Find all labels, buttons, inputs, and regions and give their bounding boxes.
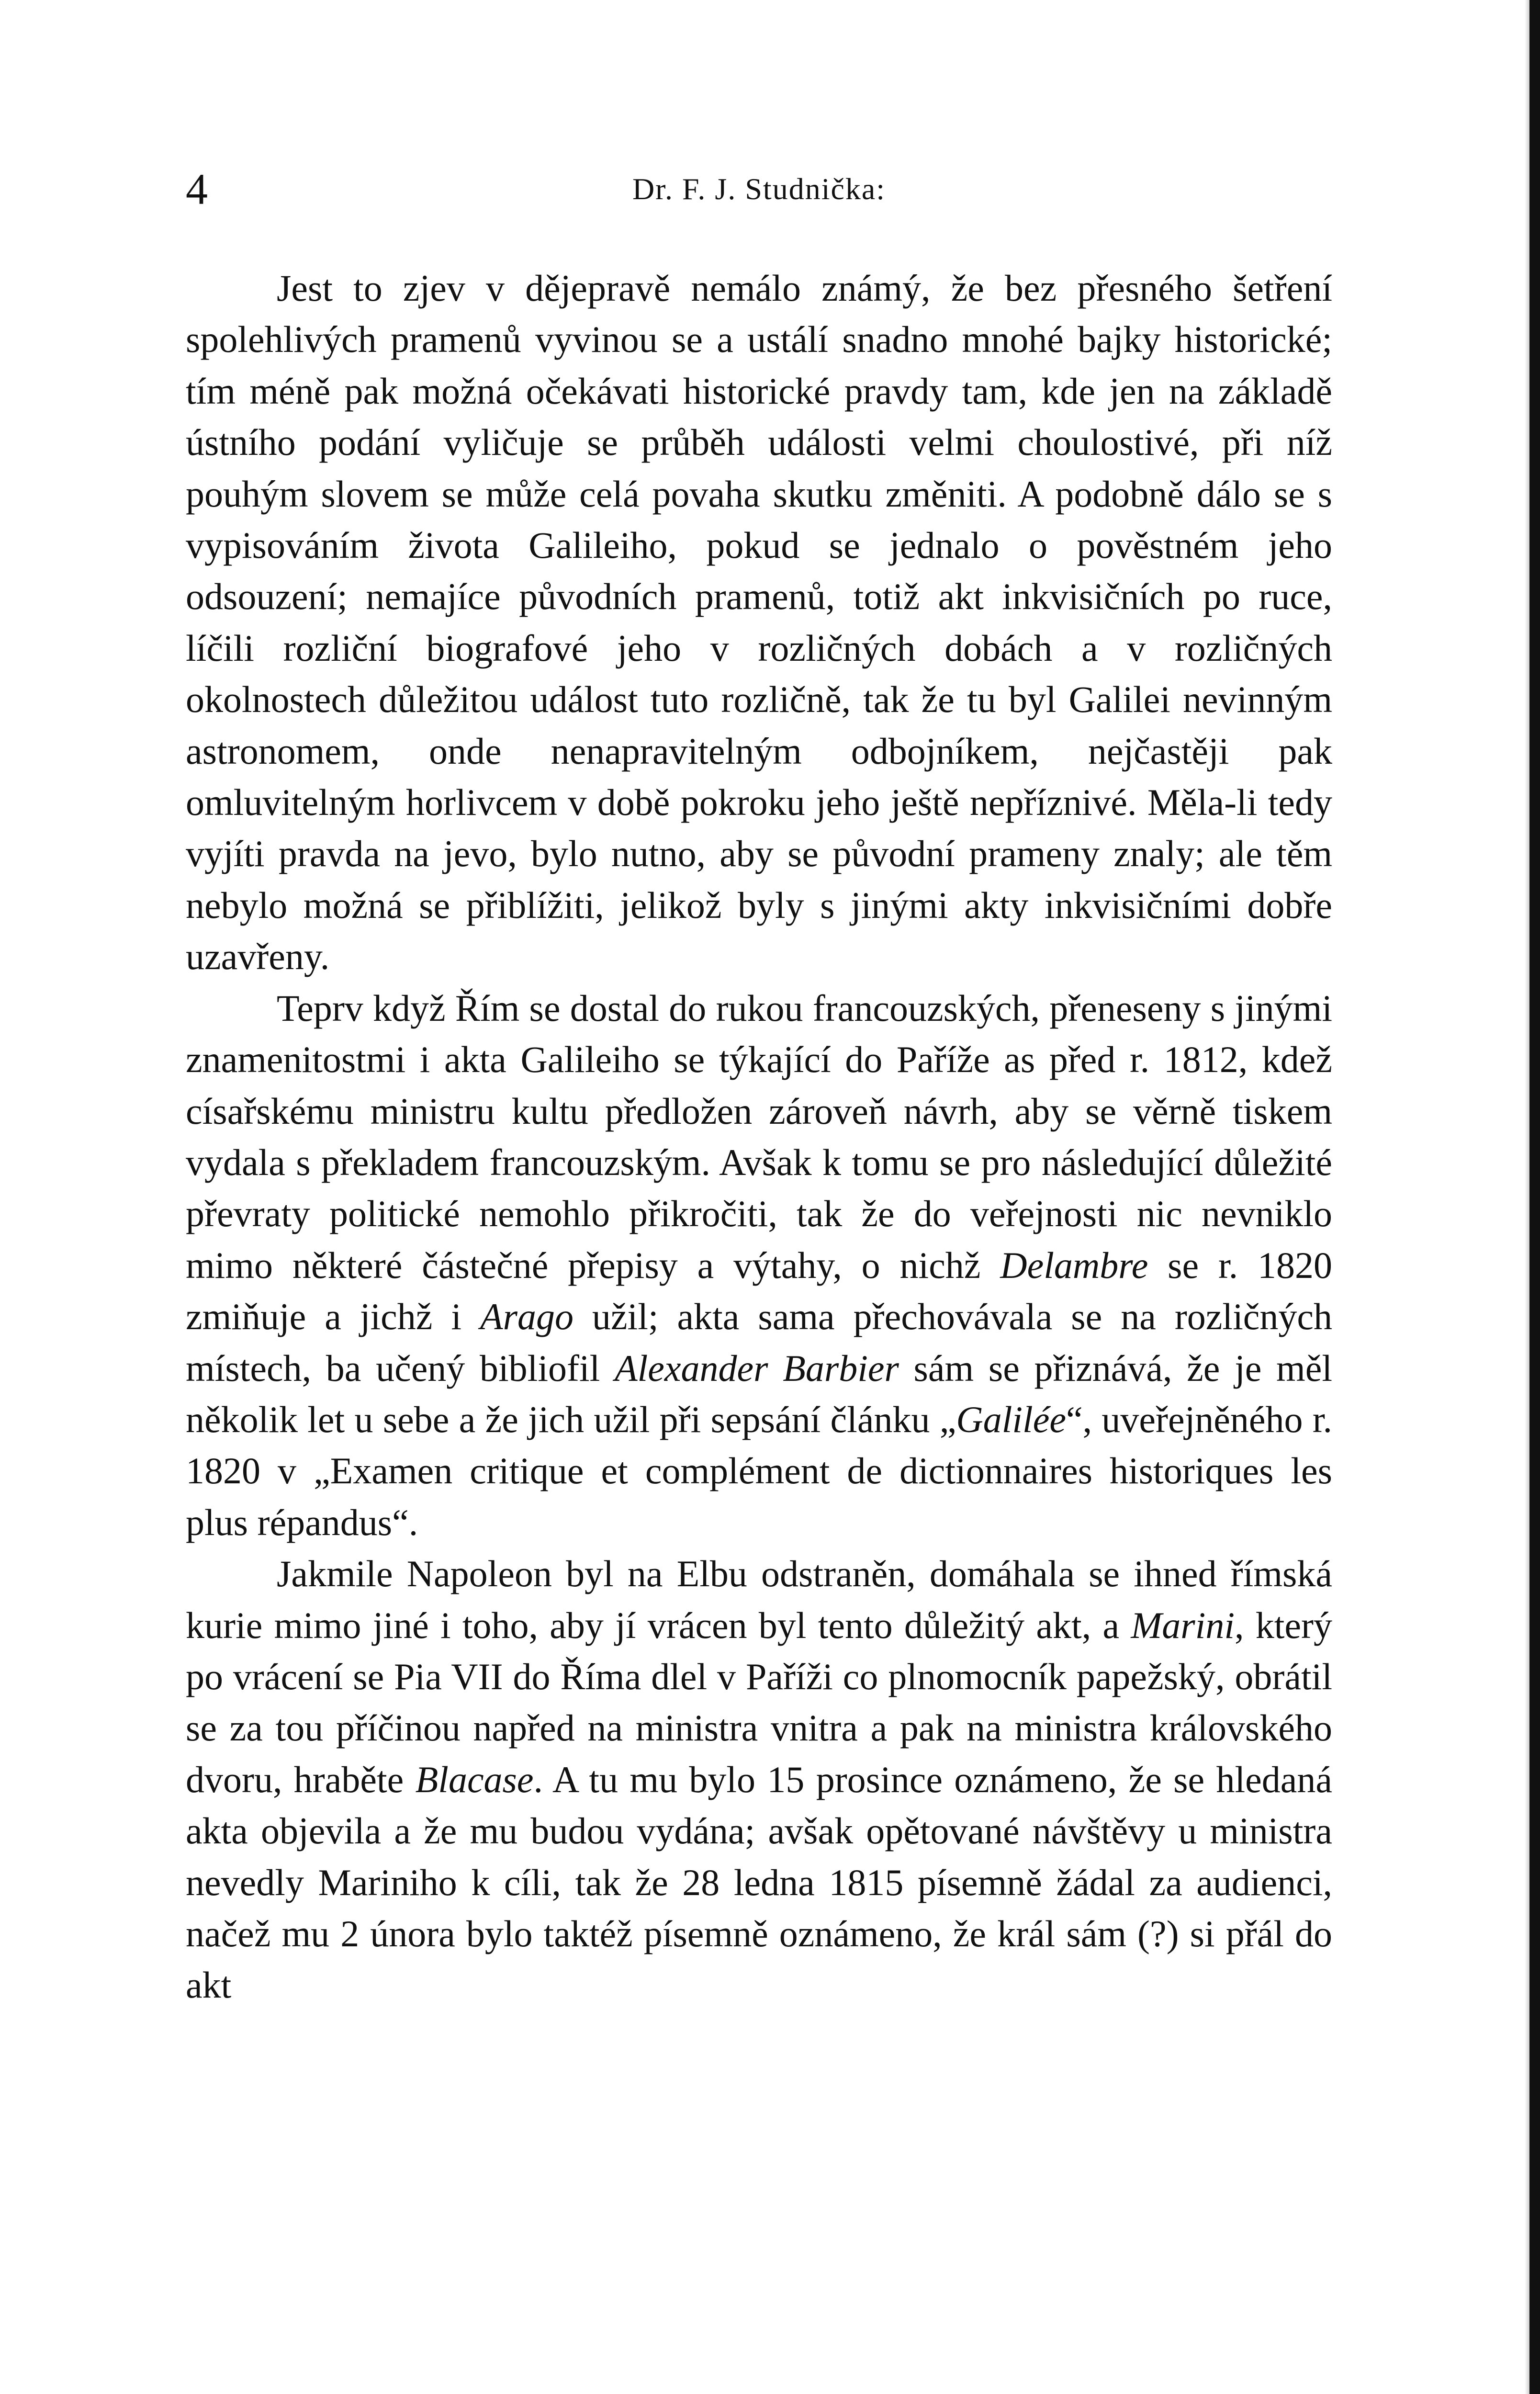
page-edge: [1529, 0, 1540, 2394]
text-run: užil; akta sama přechovávala se na rozličných místech, ba učený bibliofil: [186, 1296, 1332, 1389]
italic-name: Marini: [1131, 1604, 1235, 1646]
body-text: [186, 262, 1332, 2011]
page-header: [186, 163, 1332, 215]
text-run: “, uveřejněného r. 1820 v „Examen critique et complément de dictionnaires historiques les plus répandus“.: [186, 1398, 1332, 1543]
text-run: , který po vrácení se Pia VII do Říma dlel v Paříži co plnomocník papežský, obrátil se za tou příčinou napřed na ministra vnitra a pak na ministra královského dvoru, hraběte: [186, 1604, 1332, 1800]
text-run: se r. 1820 zmiňuje a jichž i: [186, 1244, 1332, 1338]
text-run: sám se přiznává, že je měl několik let u sebe a že jich užil při sepsání článku „: [186, 1347, 1332, 1440]
text-run: Jakmile Napoleon byl na Elbu odstraněn, domáhala se ihned římská kurie mimo jiné i toho, aby jí vrácen byl tento důležitý akt, a: [186, 1553, 1332, 1646]
paragraph: [186, 982, 1332, 1548]
italic-name: Alexander Barbier: [614, 1347, 899, 1389]
paragraph: [186, 262, 1332, 982]
text-run: . A tu mu bylo 15 prosince oznámeno, že se hledaná akta objevila a že mu budou vydána; avšak opětované návštěvy u ministra nevedly Mariniho k cíli, tak že 28 ledna 1815 písemně žádal za audienci, načež mu 2 února bylo taktéž písemně oznámeno, že král sám (?) si přál do akt: [186, 1758, 1332, 2006]
page-edge-shadow: [1525, 0, 1529, 2394]
text-run: Teprv když Řím se dostal do rukou francouzských, přeneseny s jinými znamenitostmi i akta Galileiho se týkající do Paříže as před r. 1812, kdež císařskému ministru kultu předložen zároveň návrh, aby se věrně tiskem vydala s překladem francouzským. Avšak k tomu se pro následující důležité převraty politické nemohlo přikročiti, tak že do veřejnosti nic nevniklo mimo některé částečné přepisy a výtahy, o nichž: [186, 987, 1332, 1286]
italic-name: Delambre: [1000, 1244, 1148, 1286]
running-head: Dr. F. J. Studnička:: [632, 172, 886, 206]
italic-title: Galilée: [956, 1398, 1066, 1440]
text-run: Jest to zjev v dějepravě nemálo známý, že bez přesného šetření spolehlivých pramenů vyvinou se a ustálí snadno mnohé bajky historické; tím méně pak možná očekávati historické pravdy tam, kde jen na základě ústního podání vyličuje se průběh události velmi choulostivé, při níž pouhým slovem se může celá povaha skutku změniti. A podobně dálo se s vypisováním života Galileiho, pokud se jednalo o pověstném jeho odsouzení; nemajíce původních pramenů, totiž akt inkvisičních po ruce, líčili rozliční biografové jeho v rozličných dobách a v rozličných okolnostech důležitou událost tuto rozličně, tak že tu byl Galilei nevinným astronomem, onde nenapravitelným odbojníkem, nejčastěji pak omluvitelným horlivcem v době pokroku jeho ještě nepříznivé. Měla-li tedy vyjíti pravda na jevo, bylo nutno, aby se původní prameny znaly; ale těm nebylo možná se přiblížiti, jelikož byly s jinými akty inkvisičními dobře uzavřeny.: [186, 267, 1332, 978]
italic-name: Blacase: [415, 1758, 534, 1800]
page-number: 4: [186, 165, 208, 214]
paragraph: [186, 1548, 1332, 2011]
italic-name: Arago: [480, 1296, 573, 1338]
